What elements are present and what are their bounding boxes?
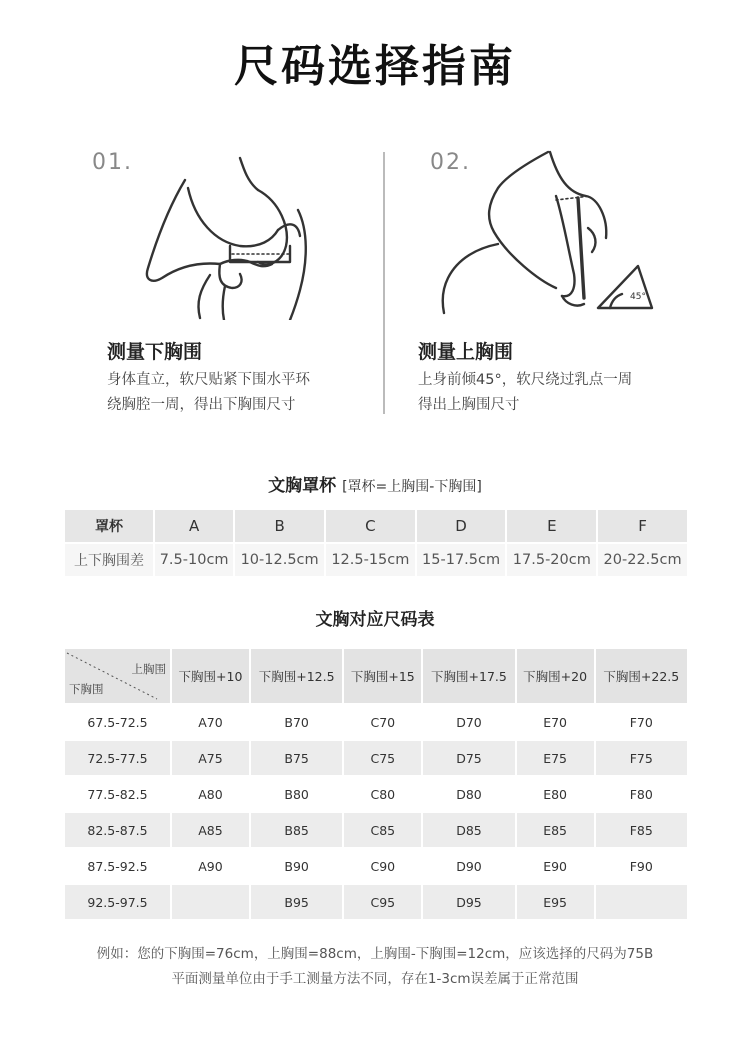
size-cell: E80 (517, 777, 594, 811)
cup-diff-d: 15-17.5cm (417, 544, 506, 576)
cup-c: C (326, 510, 415, 542)
size-cell: F80 (596, 777, 687, 811)
row-range: 77.5-82.5 (65, 777, 170, 811)
size-cell (172, 885, 249, 919)
size-cell: E90 (517, 849, 594, 883)
size-cell: E85 (517, 813, 594, 847)
size-cell: B80 (251, 777, 342, 811)
cup-table (63, 508, 689, 578)
size-cell: A70 (172, 705, 249, 739)
cup-e: E (507, 510, 596, 542)
size-cell: A90 (172, 849, 249, 883)
size-cell: E70 (517, 705, 594, 739)
size-corner-cell (65, 649, 170, 703)
size-cell: B90 (251, 849, 342, 883)
cup-diff-e: 17.5-20cm (507, 544, 596, 576)
size-cell: D85 (423, 813, 514, 847)
size-cell (596, 885, 687, 919)
size-cell: A80 (172, 777, 249, 811)
cup-section-title (0, 471, 750, 496)
size-cell: B75 (251, 741, 342, 775)
size-col-header: 下胸围+20 (517, 649, 594, 703)
cup-diff-row (65, 544, 687, 576)
cup-diff-f: 20-22.5cm (598, 544, 687, 576)
size-cell: A75 (172, 741, 249, 775)
size-cell: E95 (517, 885, 594, 919)
step-2-desc-line1: 上身前倾45°，软尺绕过乳点一周 (418, 372, 633, 388)
size-header-row (65, 649, 687, 703)
example-note: 例如：您的下胸围=76cm，上胸围=88cm，上胸围-下胸围=12cm，应该选择的尺码为75B (96, 946, 654, 962)
corner-top-label: 上胸围 (131, 662, 166, 676)
size-cell: F85 (596, 813, 687, 847)
cup-diff-a: 7.5-10cm (155, 544, 233, 576)
size-cell: D80 (423, 777, 514, 811)
row-range: 82.5-87.5 (65, 813, 170, 847)
cup-header-label: 罩杯 (65, 510, 153, 542)
cup-a: A (155, 510, 233, 542)
size-cell: F90 (596, 849, 687, 883)
size-col-header: 下胸围+22.5 (596, 649, 687, 703)
size-cell: D70 (423, 705, 514, 739)
table-row (65, 741, 687, 775)
size-col-header: 下胸围+10 (172, 649, 249, 703)
cup-b: B (235, 510, 324, 542)
angle-label: 45° (630, 292, 646, 302)
step-divider (383, 152, 385, 414)
table-row (65, 885, 687, 919)
size-cell: C90 (344, 849, 421, 883)
size-cell: F75 (596, 741, 687, 775)
size-cell: D95 (423, 885, 514, 919)
size-col-header: 下胸围+15 (344, 649, 421, 703)
bust-measure-illustration (438, 148, 658, 318)
corner-bottom-label: 下胸围 (69, 682, 104, 696)
size-cell: B70 (251, 705, 342, 739)
size-cell: C75 (344, 741, 421, 775)
size-cell: C80 (344, 777, 421, 811)
row-range: 67.5-72.5 (65, 705, 170, 739)
size-cell: C95 (344, 885, 421, 919)
size-cell: B85 (251, 813, 342, 847)
underbust-measure-illustration (140, 150, 340, 320)
step-2-desc-line2: 得出上胸围尺寸 (418, 397, 520, 413)
table-row (65, 849, 687, 883)
step-1-desc-line1: 身体直立，软尺贴紧下围水平环 (107, 372, 310, 388)
cup-section-heading: 文胸罩杯 (268, 476, 337, 496)
cup-f: F (598, 510, 687, 542)
table-row (65, 777, 687, 811)
size-col-header: 下胸围+17.5 (423, 649, 514, 703)
size-col-header: 下胸围+12.5 (251, 649, 342, 703)
step-2-title: 测量上胸围 (418, 341, 514, 363)
size-cell: E75 (517, 741, 594, 775)
cup-diff-b: 10-12.5cm (235, 544, 324, 576)
row-range: 87.5-92.5 (65, 849, 170, 883)
step-1-desc-line2: 绕胸腔一周，得出下胸围尺寸 (107, 397, 296, 413)
size-cell: D90 (423, 849, 514, 883)
size-section-title: 文胸对应尺码表 (315, 610, 435, 630)
size-cell: B95 (251, 885, 342, 919)
size-cell: A85 (172, 813, 249, 847)
page-title: 尺码选择指南 (234, 41, 516, 92)
size-cell: D75 (423, 741, 514, 775)
table-row (65, 813, 687, 847)
step-1-number: 01. (92, 150, 133, 175)
size-cell: F70 (596, 705, 687, 739)
table-row (65, 705, 687, 739)
row-range: 72.5-77.5 (65, 741, 170, 775)
size-cell: C70 (344, 705, 421, 739)
cup-header-row (65, 510, 687, 542)
size-cell: C85 (344, 813, 421, 847)
row-range: 92.5-97.5 (65, 885, 170, 919)
step-2-number: 02. (430, 150, 471, 175)
size-table (63, 647, 689, 921)
tolerance-note: 平面测量单位由于手工测量方法不同，存在1-3cm误差属于正常范围 (171, 971, 579, 987)
cup-d: D (417, 510, 506, 542)
step-1-title: 测量下胸围 (107, 341, 203, 363)
cup-diff-label: 上下胸围差 (65, 544, 153, 576)
cup-section-formula: [罩杯=上胸围-下胸围] (342, 479, 482, 495)
cup-diff-c: 12.5-15cm (326, 544, 415, 576)
